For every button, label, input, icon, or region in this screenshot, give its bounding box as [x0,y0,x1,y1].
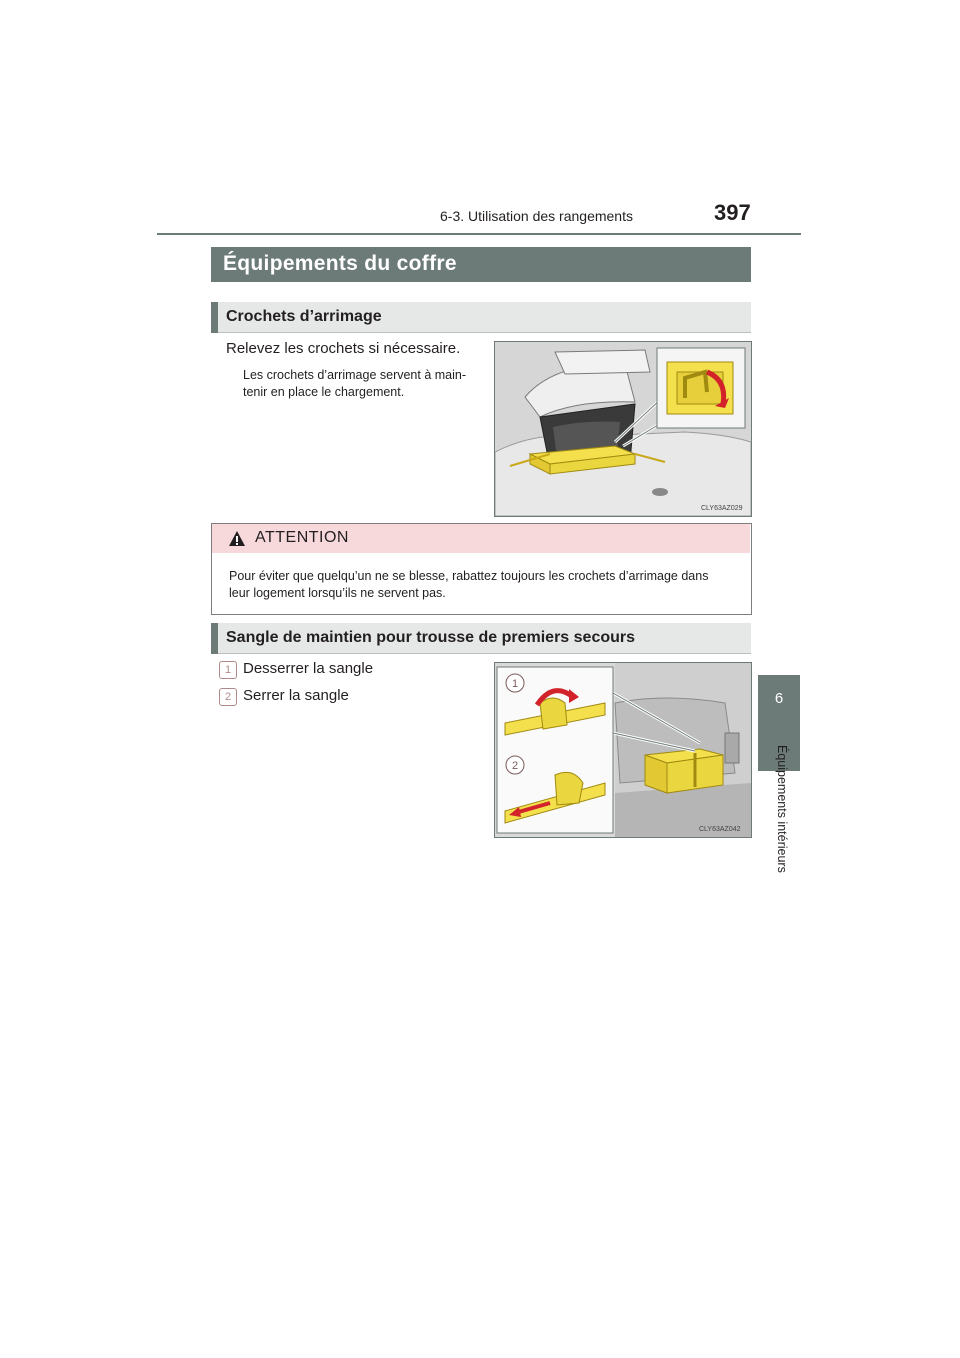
figure-code-2: CLY63AZ042 [699,826,741,833]
subsection-title-crochets: Crochets d’arrimage [226,308,382,325]
figure-first-aid-strap [494,662,752,838]
strap-illustration [495,663,751,837]
page-number: 397 [714,200,751,225]
step-number-1: 1 [219,661,237,679]
step-number-2: 2 [219,688,237,706]
section-title: Équipements du coffre [223,252,457,275]
attention-title: ATTENTION [255,529,349,546]
subsection-accent [211,623,218,654]
chapter-label: Équipements intérieurs [775,745,789,873]
subsection-title-sangle: Sangle de maintien pour trousse de premiers secours [226,629,636,646]
attention-line-2: leur logement lorsqu’ils ne servent pas. [229,586,446,600]
header-rule [157,233,801,235]
attention-line-1: Pour éviter que quelqu’un ne se blesse, rabattez toujours les crochets d’arrimage dans [229,569,709,583]
note-line-2: tenir en place le chargement. [243,385,405,399]
warning-icon [228,530,246,548]
figure-trunk-hooks [494,341,752,517]
step-label-1: Desserrer la sangle [243,660,374,677]
chapter-number: 6 [774,690,784,707]
callout-1: 1 [511,678,519,690]
callout-2: 2 [511,760,519,772]
instruction-text: Relevez les crochets si nécessaire. [226,340,461,357]
running-header-section: 6-3. Utilisation des rangements [440,208,633,224]
figure-code-1: CLY63AZ029 [701,505,743,512]
step-label-2: Serrer la sangle [243,687,349,704]
subsection-accent [211,302,218,333]
note-line-1: Les crochets d’arrimage servent à main- [243,368,467,382]
trunk-hooks-illustration [495,342,751,516]
